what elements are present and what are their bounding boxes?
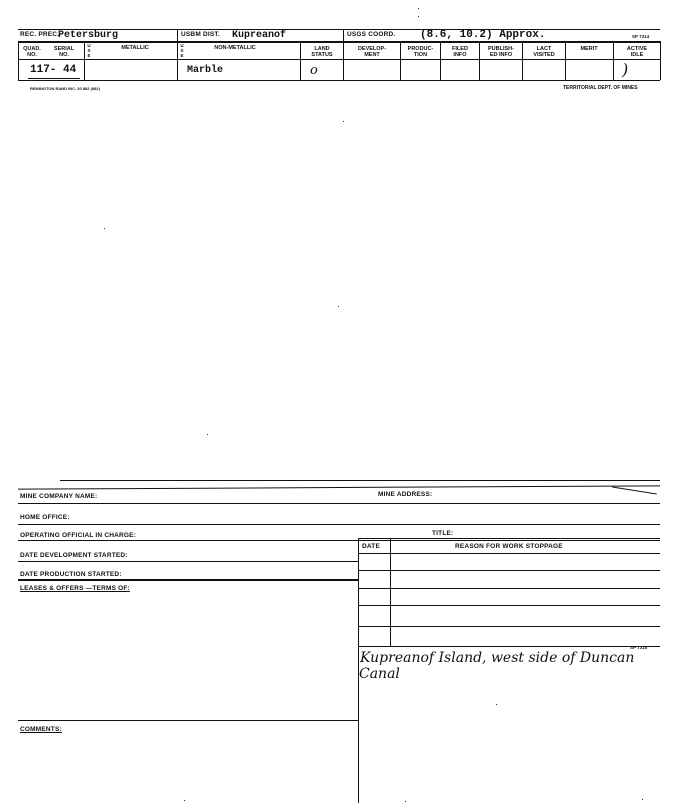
stoppage-row [358, 588, 660, 589]
col-border [565, 41, 566, 80]
col-header-last-visited: LACT VISITED [533, 46, 555, 58]
scan-speck [642, 799, 643, 800]
scan-speck [405, 801, 406, 802]
col-header-development: DEVELOP- MENT [357, 46, 387, 58]
col-border [522, 41, 523, 80]
col-header-metallic: METALLIC [121, 45, 149, 51]
rule [18, 540, 660, 541]
usgs-coord-label: USGS COORD. [347, 31, 396, 38]
col-header-merit: MERIT [580, 46, 598, 52]
col-header-filed-info: FILED INFO [452, 46, 468, 58]
department-label: TERRITORIAL DEPT. OF MINES [563, 85, 638, 91]
scan-speck [184, 800, 185, 801]
rule [18, 561, 358, 562]
operating-official-label: OPERATING OFFICIAL IN CHARGE: [20, 532, 137, 539]
form-code-top: SP 7314 [632, 34, 650, 39]
rule [358, 538, 660, 539]
col-header-production: PRODUC- TION [407, 46, 434, 58]
header-row-bottom-border [18, 59, 660, 60]
non-metallic-value: Marble [187, 65, 224, 76]
col-border [660, 41, 661, 80]
date-production-label: DATE PRODUCTION STARTED: [20, 571, 122, 578]
scan-speck [418, 8, 419, 9]
quad-serial-underline [28, 78, 80, 79]
leases-label: LEASES & OFFERS —TERMS OF: [20, 585, 130, 592]
col-border [300, 41, 301, 80]
rule [18, 524, 660, 525]
col-border [613, 41, 614, 80]
col-header-active-idle: ACTIVE IDLE [626, 46, 648, 58]
form-code-bottom: SP 7315 [630, 645, 648, 650]
active-idle-mark: ) [622, 60, 629, 79]
usgs-coord-value: (8.6, 10.2) Approx. [420, 29, 546, 41]
date-col-border [390, 538, 391, 646]
col-header-quad-no: QUAD. NO. [23, 46, 41, 58]
divider [343, 29, 344, 41]
col-border [177, 41, 178, 80]
col-border [400, 41, 401, 80]
rule [18, 720, 358, 721]
rule [18, 503, 660, 504]
scan-speck [207, 434, 208, 435]
stoppage-row [358, 646, 660, 647]
col-border [84, 41, 85, 80]
home-office-label: HOME OFFICE: [20, 514, 70, 521]
rec-prec-underline [56, 41, 174, 42]
scan-speck [104, 228, 105, 229]
location-note-line1: Kupreanof Island, west side of Duncan [360, 650, 635, 666]
col-header-use-metal: U S E [87, 43, 91, 58]
divider [177, 29, 178, 41]
rec-prec-value: Petersburg [58, 30, 119, 41]
col-header-land-status: LAND STATUS [311, 46, 333, 58]
printer-note: REMINGTON RAND INC. 20 882 (882) [30, 86, 100, 91]
date-col-label: DATE [362, 543, 381, 550]
col-header-serial-no: SERIAL NO. [53, 46, 75, 58]
col-header-use-nonmetal: U S E [180, 43, 184, 58]
stoppage-row [358, 626, 660, 627]
scan-speck [343, 121, 344, 122]
stoppage-row [358, 570, 660, 571]
col-border [18, 41, 19, 80]
rule [358, 553, 660, 554]
scan-speck [338, 306, 339, 307]
rec-prec-label: REC. PREC. [20, 31, 60, 38]
card-corner-mark [612, 486, 657, 494]
mine-company-name-label: MINE COMPANY NAME: [20, 493, 98, 500]
card-top-edge [60, 480, 660, 481]
mine-address-label: MINE ADDRESS: [378, 491, 433, 498]
usbm-dist-label: USBM DIST. [181, 31, 220, 38]
card-top-edge-2 [18, 485, 660, 489]
location-note-line2: Canal [359, 666, 400, 682]
col-header-non-metallic: NON-METALLIC [214, 45, 256, 51]
comments-label: COMMENTS: [20, 726, 62, 733]
title-label: TITLE: [432, 530, 454, 537]
usbm-dist-value: Kupreanof [232, 30, 287, 41]
date-development-label: DATE DEVELOPMENT STARTED: [20, 552, 128, 559]
col-border [343, 41, 344, 80]
reason-col-label: REASON FOR WORK STOPPAGE [455, 543, 563, 550]
land-status-mark: o [310, 63, 318, 78]
stoppage-row [358, 605, 660, 606]
col-border [479, 41, 480, 80]
rule [18, 579, 358, 581]
scan-speck [496, 704, 497, 705]
value-row-bottom-border [18, 80, 660, 81]
col-header-published-info: PUBLISH- ED INFO [488, 46, 514, 58]
col-border [440, 41, 441, 80]
scan-speck [418, 16, 419, 17]
quad-serial-value: 117- 44 [30, 64, 77, 76]
